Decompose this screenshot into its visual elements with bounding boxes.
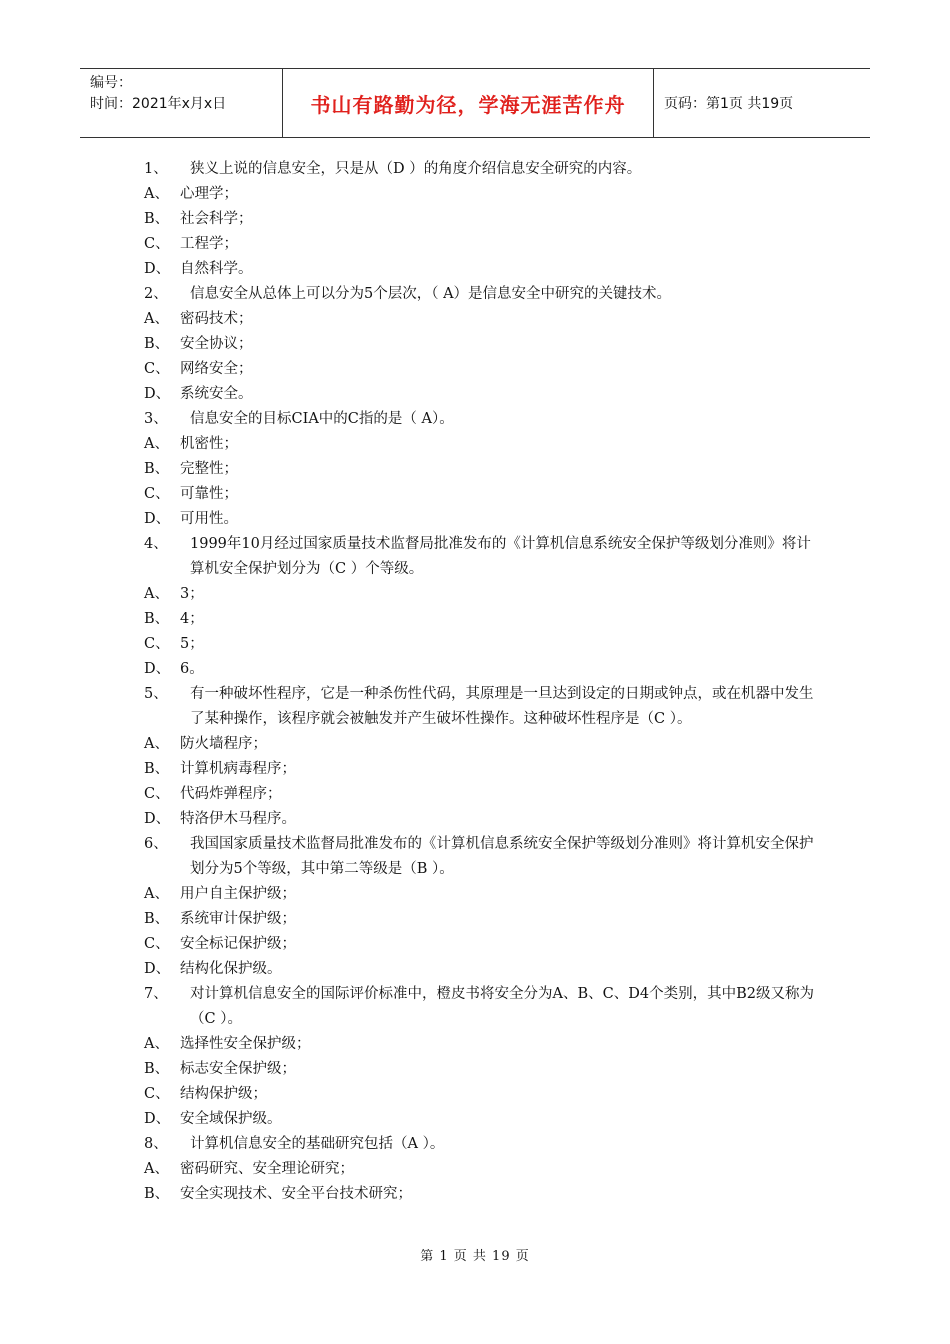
option-label: C、 xyxy=(144,236,170,252)
option-text: 代码炸弹程序； xyxy=(180,786,282,802)
option-label: A、 xyxy=(144,586,169,602)
option-text: 工程学； xyxy=(180,236,238,252)
option-text: 结构化保护级。 xyxy=(180,961,282,977)
answer-option xyxy=(144,182,816,207)
answer-option xyxy=(144,1107,816,1132)
answer-option xyxy=(144,1082,816,1107)
answer-option xyxy=(144,957,816,982)
option-text: 系统安全。 xyxy=(180,386,253,402)
option-text: 安全协议； xyxy=(180,336,253,352)
answer-option xyxy=(144,257,816,282)
question xyxy=(144,282,816,307)
option-label: D、 xyxy=(144,1111,171,1127)
question-text: 狭义上说的信息安全，只是从（D ）的角度介绍信息安全研究的内容。 xyxy=(190,161,642,177)
option-text: 标志安全保护级； xyxy=(180,1061,296,1077)
option-text: 安全实现技术、安全平台技术研究； xyxy=(180,1186,412,1202)
answer-option xyxy=(144,382,816,407)
option-label: A、 xyxy=(144,311,169,327)
answer-option xyxy=(144,607,816,632)
answer-option xyxy=(144,1057,816,1082)
option-text: 6。 xyxy=(180,661,204,677)
question xyxy=(144,682,816,732)
option-text: 5； xyxy=(180,636,204,652)
option-label: A、 xyxy=(144,1161,169,1177)
option-text: 特洛伊木马程序。 xyxy=(180,811,296,827)
header-motto: 书山有路勤为径，学海无涯苦作舟 xyxy=(282,69,654,137)
option-text: 密码技术； xyxy=(180,311,253,327)
question xyxy=(144,982,816,1032)
document-time-label: 时间：2021年x月x日 xyxy=(90,96,227,112)
option-text: 计算机病毒程序； xyxy=(180,761,296,777)
option-text: 社会科学； xyxy=(180,211,253,227)
option-label: D、 xyxy=(144,661,171,677)
option-text: 安全标记保护级； xyxy=(180,936,296,952)
answer-option xyxy=(144,432,816,457)
option-text: 结构保护级； xyxy=(180,1086,267,1102)
option-text: 可用性。 xyxy=(180,511,238,527)
option-text: 密码研究、安全理论研究； xyxy=(180,1161,354,1177)
question-number: 8、 xyxy=(144,1136,168,1152)
question xyxy=(144,157,816,182)
option-text: 机密性； xyxy=(180,436,238,452)
option-label: B、 xyxy=(144,611,170,627)
option-label: C、 xyxy=(144,486,170,502)
option-label: D、 xyxy=(144,961,171,977)
answer-option xyxy=(144,882,816,907)
answer-option xyxy=(144,732,816,757)
option-label: A、 xyxy=(144,1036,169,1052)
answer-option xyxy=(144,1182,816,1207)
option-text: 防火墙程序； xyxy=(180,736,267,752)
answer-option xyxy=(144,357,816,382)
answer-option xyxy=(144,507,816,532)
question-text: 信息安全的目标CIA中的C指的是（ A）。 xyxy=(190,411,454,427)
question-number: 5、 xyxy=(144,686,168,702)
option-text: 用户自主保护级； xyxy=(180,886,296,902)
question xyxy=(144,832,816,882)
question-number: 1、 xyxy=(144,161,168,177)
option-label: B、 xyxy=(144,761,170,777)
option-label: A、 xyxy=(144,886,169,902)
option-text: 安全域保护级。 xyxy=(180,1111,282,1127)
answer-option xyxy=(144,332,816,357)
option-label: D、 xyxy=(144,261,171,277)
answer-option xyxy=(144,207,816,232)
option-label: D、 xyxy=(144,386,171,402)
option-text: 自然科学。 xyxy=(180,261,253,277)
answer-option xyxy=(144,232,816,257)
page-footer: 第 1 页 共 19 页 xyxy=(420,1249,530,1264)
option-label: D、 xyxy=(144,511,171,527)
option-text: 可靠性； xyxy=(180,486,238,502)
option-label: A、 xyxy=(144,186,169,202)
answer-option xyxy=(144,482,816,507)
answer-option xyxy=(144,907,816,932)
question-text: 有一种破坏性程序，它是一种杀伤性代码，其原理是一旦达到设定的日期或钟点，或在机器中发生了某种操作，该程序就会被触发并产生破坏性操作。这种破坏性程序是（C ）。 xyxy=(190,686,814,727)
option-label: B、 xyxy=(144,336,170,352)
option-label: B、 xyxy=(144,211,170,227)
document-number-label: 编号： xyxy=(90,75,132,91)
option-text: 心理学； xyxy=(180,186,238,202)
answer-option xyxy=(144,807,816,832)
answer-option xyxy=(144,307,816,332)
question-number: 7、 xyxy=(144,986,168,1002)
option-label: B、 xyxy=(144,461,170,477)
question-number: 6、 xyxy=(144,836,168,852)
option-text: 3； xyxy=(180,586,204,602)
header-meta xyxy=(80,69,282,137)
answer-option xyxy=(144,657,816,682)
option-label: C、 xyxy=(144,636,170,652)
option-label: D、 xyxy=(144,811,171,827)
option-text: 系统审计保护级； xyxy=(180,911,296,927)
question-number: 3、 xyxy=(144,411,168,427)
question xyxy=(144,407,816,432)
question-number: 2、 xyxy=(144,286,168,302)
option-label: A、 xyxy=(144,736,169,752)
question xyxy=(144,532,816,582)
answer-option xyxy=(144,1157,816,1182)
question-text: 对计算机信息安全的国际评价标准中，橙皮书将安全分为A、B、C、D4个类别，其中B2级又称为（C ）。 xyxy=(190,986,814,1027)
question-number: 4、 xyxy=(144,536,168,552)
answer-option xyxy=(144,632,816,657)
answer-option xyxy=(144,782,816,807)
page-header xyxy=(80,68,870,138)
question-text: 计算机信息安全的基础研究包括（A ）。 xyxy=(190,1136,445,1152)
question-text: 1999年10月经过国家质量技术监督局批准发布的《计算机信息系统安全保护等级划分准则》将计算机安全保护划分为（C ）个等级。 xyxy=(190,536,811,577)
answer-option xyxy=(144,457,816,482)
question-list xyxy=(144,157,816,1207)
option-label: B、 xyxy=(144,911,170,927)
option-text: 完整性； xyxy=(180,461,238,477)
question-text: 我国国家质量技术监督局批准发布的《计算机信息系统安全保护等级划分准则》将计算机安全保护划分为5个等级，其中第二等级是（B ）。 xyxy=(190,836,814,877)
answer-option xyxy=(144,1032,816,1057)
question-text: 信息安全从总体上可以分为5个层次，（ A）是信息安全中研究的关键技术。 xyxy=(190,286,672,302)
option-text: 选择性安全保护级； xyxy=(180,1036,311,1052)
answer-option xyxy=(144,932,816,957)
option-label: C、 xyxy=(144,1086,170,1102)
option-text: 网络安全； xyxy=(180,361,253,377)
answer-option xyxy=(144,757,816,782)
option-label: B、 xyxy=(144,1186,170,1202)
option-text: 4； xyxy=(180,611,204,627)
option-label: C、 xyxy=(144,361,170,377)
question xyxy=(144,1132,816,1157)
answer-option xyxy=(144,582,816,607)
header-page-info: 页码：第1页 共19页 xyxy=(664,96,794,112)
option-label: B、 xyxy=(144,1061,170,1077)
option-label: C、 xyxy=(144,786,170,802)
option-label: A、 xyxy=(144,436,169,452)
option-label: C、 xyxy=(144,936,170,952)
